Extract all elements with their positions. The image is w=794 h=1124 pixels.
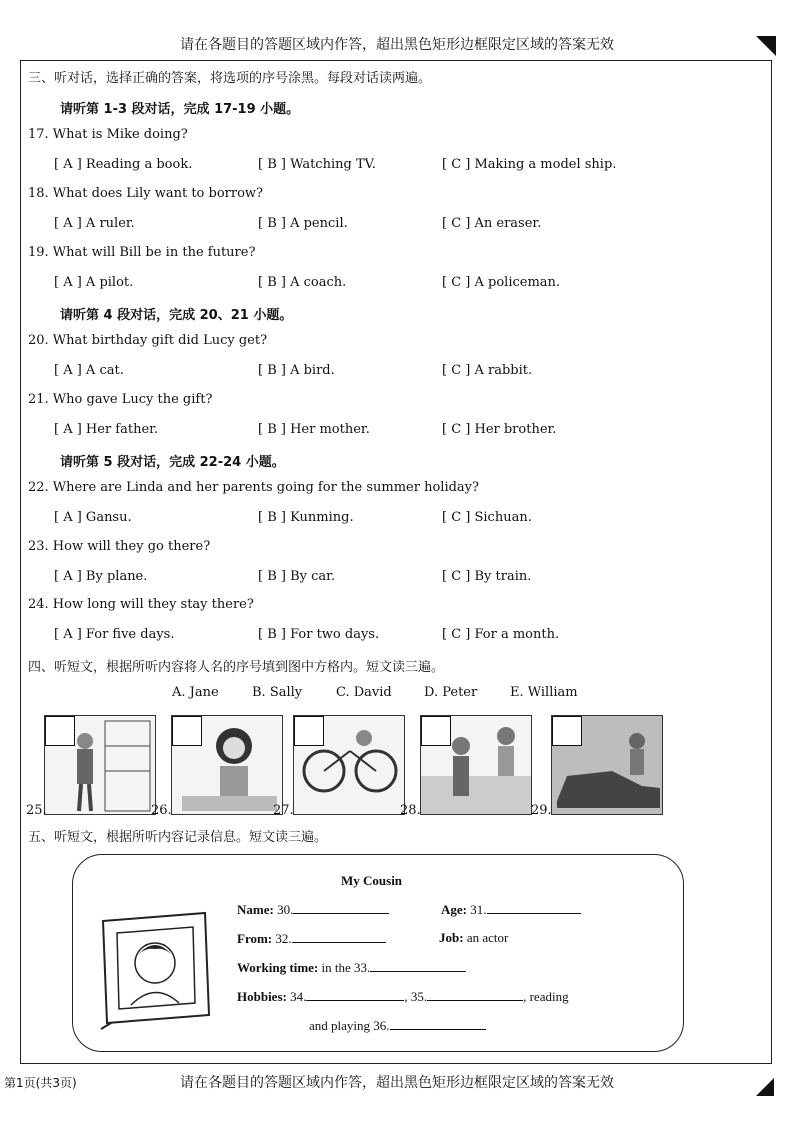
name-option-d: D. Peter bbox=[424, 685, 478, 700]
hobbies-blank-34[interactable] bbox=[306, 988, 404, 1001]
header-note: 请在各题目的答题区域内作答，超出黑色矩形边框限定区域的答案无效 bbox=[180, 37, 614, 53]
job-row bbox=[439, 930, 508, 946]
question-22-option-b[interactable]: [ B ] Kunming. bbox=[258, 510, 354, 525]
photo-frame-icon bbox=[97, 911, 213, 1031]
question-23-option-c[interactable]: [ C ] By train. bbox=[442, 569, 532, 584]
picture-27 bbox=[293, 715, 405, 815]
picture-number-26: 26. bbox=[151, 803, 172, 818]
playing-blank[interactable] bbox=[390, 1017, 486, 1030]
picture-number-28: 28. bbox=[400, 803, 421, 818]
question-18-option-b[interactable]: [ B ] A pencil. bbox=[258, 216, 348, 231]
corner-marker-top-right bbox=[756, 36, 776, 56]
age-row bbox=[441, 901, 581, 918]
hobbies-row: Hobbies: 34. , 35. , reading bbox=[237, 989, 569, 1004]
hobbies-label: Hobbies: bbox=[237, 989, 287, 1004]
question-18-option-c[interactable]: [ C ] An eraser. bbox=[442, 216, 542, 231]
corner-marker-bottom-right bbox=[756, 1078, 774, 1096]
question-17: 17. What is Mike doing? bbox=[28, 127, 188, 142]
picture-29 bbox=[551, 715, 663, 815]
question-21-option-b[interactable]: [ B ] Her mother. bbox=[258, 422, 370, 437]
job-value: an actor bbox=[466, 930, 509, 945]
question-19-option-a[interactable]: [ A ] A pilot. bbox=[54, 275, 134, 290]
section3-heading: 三、听对话，选择正确的答案，将选项的序号涂黑。每段对话读两遍。 bbox=[28, 71, 432, 86]
playing-text: and playing 36. bbox=[309, 1018, 390, 1033]
from-row bbox=[237, 930, 386, 947]
section5-heading: 五、听短文，根据所听内容记录信息。短文读三遍。 bbox=[28, 830, 328, 845]
answer-box-25[interactable] bbox=[45, 716, 75, 746]
question-23-option-a[interactable]: [ A ] By plane. bbox=[54, 569, 148, 584]
age-number: 31. bbox=[470, 902, 487, 917]
from-blank[interactable] bbox=[292, 930, 386, 943]
working-time-label: Working time: bbox=[237, 960, 319, 975]
question-17-option-c[interactable]: [ C ] Making a model ship. bbox=[442, 157, 617, 172]
working-time-text: in the 33. bbox=[321, 960, 371, 975]
footer-note: 请在各题目的答题区域内作答，超出黑色矩形边框限定区域的答案无效 bbox=[180, 1075, 614, 1091]
question-23: 23. How will they go there? bbox=[28, 539, 211, 554]
question-22: 22. Where are Linda and her parents going for the summer holiday? bbox=[28, 480, 479, 495]
question-18: 18. What does Lily want to borrow? bbox=[28, 186, 264, 201]
name-option-a: A. Jane bbox=[172, 685, 219, 700]
age-label: Age: bbox=[441, 902, 467, 917]
section3-instruction-1: 请听第 1-3 段对话，完成 17-19 小题。 bbox=[60, 102, 300, 117]
name-option-c: C. David bbox=[336, 685, 392, 700]
question-21-option-c[interactable]: [ C ] Her brother. bbox=[442, 422, 557, 437]
my-cousin-card bbox=[72, 854, 684, 1052]
question-24-option-c[interactable]: [ C ] For a month. bbox=[442, 627, 560, 642]
hobbies-number-35: 35. bbox=[410, 989, 428, 1004]
name-label: Name: bbox=[237, 902, 274, 917]
name-option-e: E. William bbox=[510, 685, 578, 700]
question-22-option-a[interactable]: [ A ] Gansu. bbox=[54, 510, 132, 525]
card-title: My Cousin bbox=[341, 873, 403, 888]
question-19-option-c[interactable]: [ C ] A policeman. bbox=[442, 275, 561, 290]
from-number: 32. bbox=[275, 931, 292, 946]
answer-box-27[interactable] bbox=[294, 716, 324, 746]
question-24-option-a[interactable]: [ A ] For five days. bbox=[54, 627, 175, 642]
question-24: 24. How long will they stay there? bbox=[28, 597, 254, 612]
question-20-option-a[interactable]: [ A ] A cat. bbox=[54, 363, 124, 378]
page-number: 第1页(共3页) bbox=[4, 1076, 77, 1090]
picture-number-27: 27. bbox=[273, 803, 294, 818]
answer-box-28[interactable] bbox=[421, 716, 451, 746]
age-blank[interactable] bbox=[487, 901, 581, 914]
working-time-blank[interactable] bbox=[370, 959, 466, 972]
question-20-option-c[interactable]: [ C ] A rabbit. bbox=[442, 363, 533, 378]
answer-box-29[interactable] bbox=[552, 716, 582, 746]
question-18-option-a[interactable]: [ A ] A ruler. bbox=[54, 216, 135, 231]
from-label: From: bbox=[237, 931, 273, 946]
name-number: 30. bbox=[277, 902, 294, 917]
question-23-option-b[interactable]: [ B ] By car. bbox=[258, 569, 336, 584]
hobbies-reading: , reading bbox=[523, 989, 569, 1004]
question-17-option-b[interactable]: [ B ] Watching TV. bbox=[258, 157, 376, 172]
name-blank[interactable] bbox=[293, 901, 389, 914]
question-20: 20. What birthday gift did Lucy get? bbox=[28, 333, 268, 348]
question-24-option-b[interactable]: [ B ] For two days. bbox=[258, 627, 380, 642]
question-17-option-a[interactable]: [ A ] Reading a book. bbox=[54, 157, 193, 172]
hobbies-blank-35[interactable] bbox=[427, 988, 523, 1001]
working-time-row bbox=[237, 959, 466, 976]
job-label: Job: bbox=[439, 930, 464, 945]
section3-instruction-3: 请听第 5 段对话，完成 22-24 小题。 bbox=[60, 455, 285, 470]
question-19: 19. What will Bill be in the future? bbox=[28, 245, 256, 260]
hobbies-number-34: 34. bbox=[290, 989, 307, 1004]
question-22-option-c[interactable]: [ C ] Sichuan. bbox=[442, 510, 532, 525]
picture-28 bbox=[420, 715, 532, 815]
picture-number-29: 29. bbox=[531, 803, 552, 818]
question-21: 21. Who gave Lucy the gift? bbox=[28, 392, 213, 407]
question-19-option-b[interactable]: [ B ] A coach. bbox=[258, 275, 347, 290]
section3-instruction-2: 请听第 4 段对话，完成 20、21 小题。 bbox=[60, 308, 293, 323]
question-21-option-a[interactable]: [ A ] Her father. bbox=[54, 422, 159, 437]
section4-heading: 四、听短文，根据所听内容将人名的序号填到图中方格内。短文读三遍。 bbox=[28, 660, 445, 675]
picture-26 bbox=[171, 715, 283, 815]
name-row bbox=[237, 901, 389, 918]
answer-box-26[interactable] bbox=[172, 716, 202, 746]
playing-row bbox=[309, 1017, 486, 1034]
name-option-b: B. Sally bbox=[252, 685, 303, 700]
question-20-option-b[interactable]: [ B ] A bird. bbox=[258, 363, 335, 378]
picture-number-25: 25. bbox=[26, 803, 47, 818]
picture-25 bbox=[44, 715, 156, 815]
